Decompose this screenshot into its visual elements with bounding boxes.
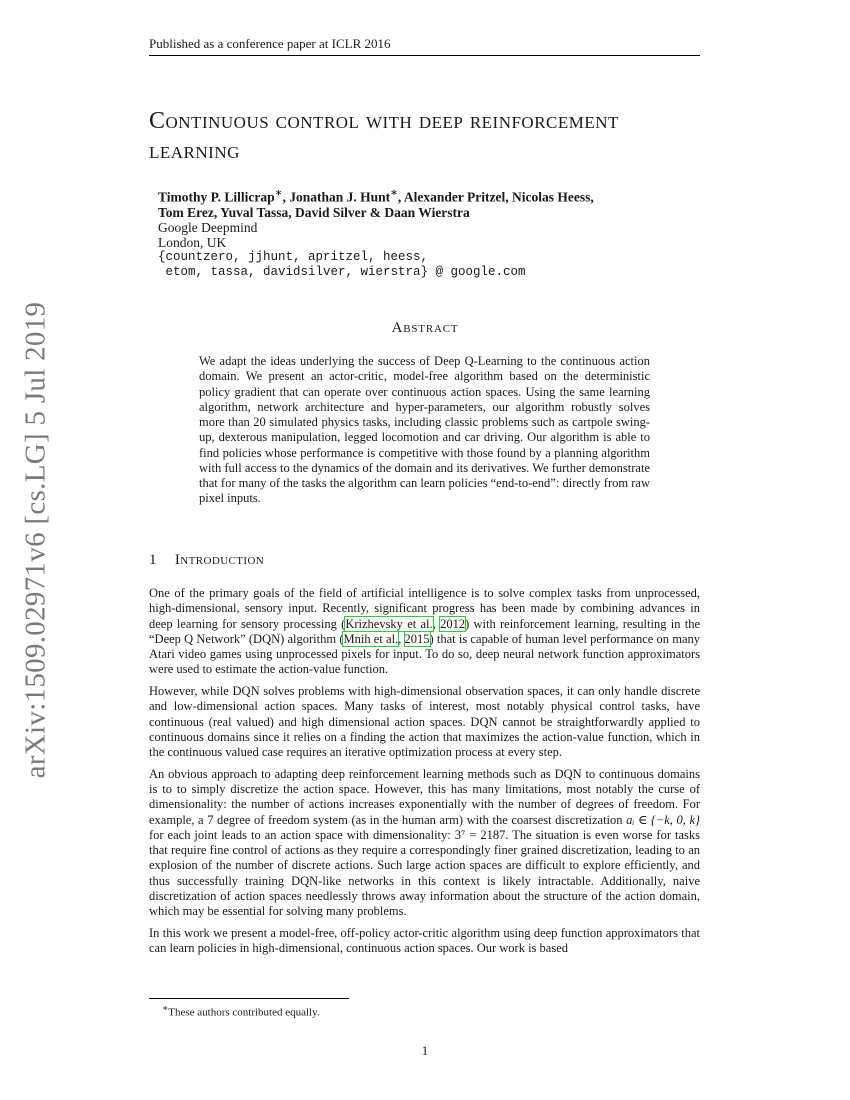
title-line-1: Continuous control with deep reinforcement (149, 108, 619, 134)
author-hunt: , Jonathan J. Hunt (282, 189, 391, 205)
citation-link-mnih-author[interactable]: Mnih et al. (343, 631, 399, 646)
section-number: 1 (149, 552, 157, 568)
paragraph-text: for each joint leads to an action space with dimensionality: (149, 827, 455, 842)
footnote-mark: ∗ (162, 1003, 169, 1013)
paragraph-text: One of the primary goals of the field of artificial intelligence is to solve complex tasks from unprocessed, high-dimensional, sensory input. Recently, significant progress has been made by combining advances in deep learning for sensory processing ( (149, 586, 700, 631)
equal-contrib-mark: ∗ (274, 187, 283, 199)
citation-separator: , (432, 616, 441, 631)
footnote-text: These authors contributed equally. (168, 1006, 320, 1019)
introduction-body (149, 586, 700, 963)
author-block (158, 186, 718, 280)
paragraph-1 (149, 586, 700, 678)
paragraph-text: ) with reinforcement learning, resulting in the “Deep Q Network” (DQN) algorithm ( (149, 616, 700, 646)
abstract-body: We adapt the ideas underlying the success of Deep Q-Learning to the continuous action domain. We present an actor-critic, model-free algorithm based on the deterministic policy gradient that can operate over continuous action spaces. Using the same learning algorithm, network architecture and hyper-parameters, our algorithm robustly solves more than 20 simulated physics tasks, including classic problems such as cartpole swing-up, dexterous manipulation, legged locomotion and car driving. Our algorithm is able to find policies whose performance is competitive with those found by a planning algorithm with full access to the dynamics of the domain and its derivatives. We further demonstrate that for many of the tasks the algorithm can learn policies “end-to-end”: directly from raw pixel inputs. (199, 354, 650, 506)
paragraph-4: In this work we present a model-free, off-policy actor-critic algorithm using deep function approximators that can learn policies in high-dimensional, continuous action spaces. Our work is based (149, 925, 700, 955)
paragraph-2: However, while DQN solves problems with high-dimensional observation spaces, it can only handle discrete and low-dimensional action spaces. Many tasks of interest, most notably physical control tasks, have continuous (real valued) and high dimensional action spaces. DQN cannot be straightforwardly applied to continuous domains since it relies on a finding the action that maximizes the action-value function, which in the continuous valued case requires an iterative optimization process at every step. (149, 684, 700, 759)
abstract-heading: Abstract (391, 320, 459, 336)
paragraph-text: An obvious approach to adapting deep reinforcement learning methods such as DQN to continuous domains is to to simply discretize the action space. However, this has many limitations, most notably the curse of dimensionality: the number of actions increases exponentially with the number of degrees of freedom. For example, a 7 degree of freedom system (as in the human arm) with the coarsest discretization (149, 766, 700, 827)
math-discretization: aᵢ ∈ {−k, 0, k} (626, 812, 701, 827)
title-line-2: learning (149, 138, 240, 164)
footnote-rule (149, 998, 349, 999)
math-dimensionality: 3⁷ = 2187 (454, 827, 506, 842)
paper-title (149, 106, 709, 166)
location: London, UK (158, 234, 227, 250)
author-line-1 (158, 186, 718, 205)
equal-contrib-mark: ∗ (390, 187, 398, 199)
paragraph-3 (149, 767, 700, 920)
running-header: Published as a conference paper at ICLR 2016 (149, 36, 700, 56)
citation-link-krizhevsky-author[interactable]: Krizhevsky et al. (345, 616, 433, 631)
citation-separator: , (398, 631, 405, 646)
paragraph-text: ) that is capable of human level performance on many Atari video games using unprocessed pixels for input. To do so, deep neural network function approximators were used to estimate the action-value function. (149, 631, 701, 677)
page-number: 1 (421, 1043, 429, 1058)
author-line-2: Tom Erez, Yuval Tassa, David Silver & Daan Wierstra (158, 204, 470, 220)
citation-link-krizhevsky-year[interactable]: 2012 (440, 616, 466, 631)
section-heading-introduction (149, 552, 264, 569)
paragraph-text: . The situation is even worse for tasks that require fine control of actions as they require a correspondingly finer grained discretization, leading to an explosion of the number of discrete actions. Such large action spaces are difficult to explore efficiently, and thus successfully training DQN-like networks in this context is likely intractable. Additionally, naive discretization of action spaces needlessly throws away information about the structure of the action domain, which may be essential for solving many problems. (149, 827, 700, 918)
affiliation: Google Deepmind (158, 219, 258, 235)
email-line-1: {countzero, jjhunt, apritzel, heess, (158, 249, 429, 264)
email-line-2: etom, tassa, davidsilver, wierstra} @ google.com (158, 264, 526, 279)
citation-link-mnih-year[interactable]: 2015 (404, 631, 430, 646)
author-rest: , Alexander Pritzel, Nicolas Heess, (397, 189, 594, 205)
footnote (162, 1002, 320, 1020)
section-title: Introduction (174, 552, 265, 568)
author-lillicrap: Timothy P. Lillicrap (158, 189, 275, 205)
arxiv-stamp[interactable]: arXiv:1509.02971v6 [cs.LG] 5 Jul 2019 (19, 301, 52, 779)
